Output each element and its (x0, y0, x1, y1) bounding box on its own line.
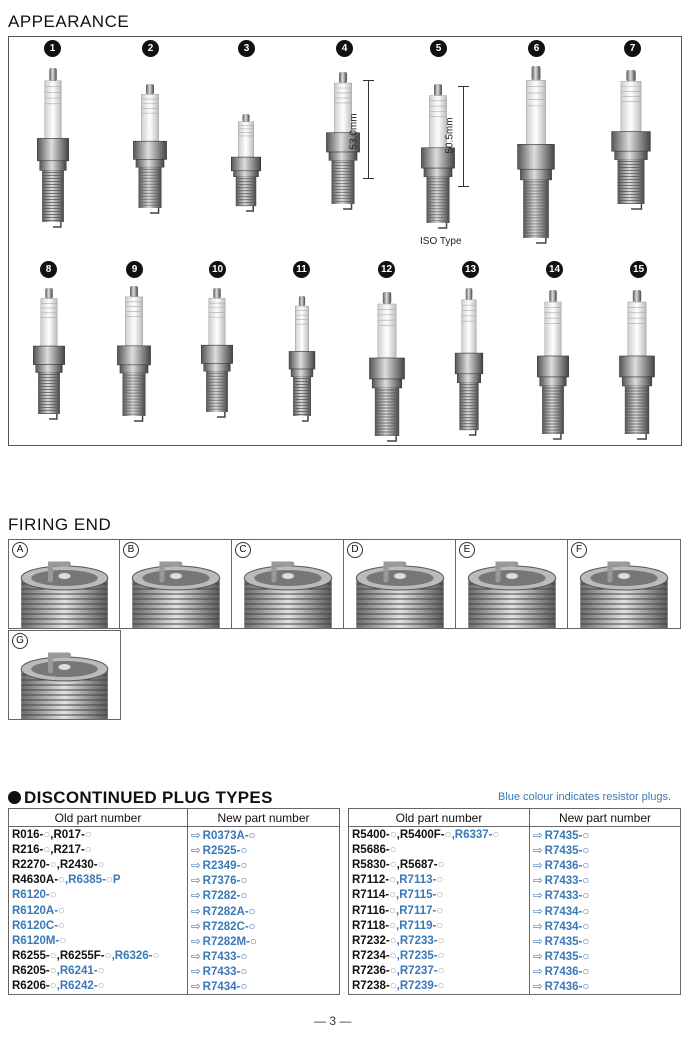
old-part-segment: ○ (97, 858, 105, 871)
arrow-icon: ⇨ (191, 859, 201, 872)
old-part-segment: ○ (437, 858, 445, 871)
old-part-segment: ,R5687- (396, 858, 438, 871)
old-part-segment: ○ (389, 828, 397, 841)
old-part-segment: ○ (444, 828, 452, 841)
new-part-number: R7376-○ (202, 875, 248, 888)
old-part-segment: ○ (437, 965, 445, 978)
new-part-number: R7436-○ (544, 966, 590, 979)
table-row (9, 857, 340, 872)
table-row (349, 903, 681, 918)
old-part-segment: R6205- (12, 965, 50, 978)
table-row (9, 979, 340, 995)
old-part-segment: R6120- (12, 889, 50, 902)
firing-end-cell-f (567, 539, 681, 629)
new-part-number: R7282A-○ (202, 905, 256, 918)
old-part-segment: R6120C- (12, 919, 59, 932)
old-part-cell (9, 888, 188, 903)
arrow-icon: ⇨ (533, 844, 543, 857)
old-part-segment: R7238- (352, 980, 390, 993)
firing-end-cell-b (119, 539, 233, 629)
arrow-icon: ⇨ (533, 829, 543, 842)
spark-plug-image-2 (132, 84, 168, 214)
new-part-number: R7282-○ (202, 890, 248, 903)
old-part-segment: ○ (97, 980, 105, 993)
old-part-segment: ○ (104, 950, 112, 963)
old-part-cell (349, 888, 530, 903)
plug-number-10: 10 (209, 261, 226, 278)
old-part-segment: ○ (389, 843, 397, 856)
old-part-segment: ○ (436, 904, 444, 917)
old-part-segment: ○ (84, 828, 92, 841)
old-part-segment: ○ (49, 858, 57, 871)
col-new-part-number: New part number (530, 809, 681, 827)
old-part-cell (9, 949, 188, 964)
new-part-number: R7434-○ (544, 905, 590, 918)
old-part-segment: R7232- (352, 934, 390, 947)
table-row (9, 933, 340, 948)
new-part-number: R7433-○ (544, 875, 590, 888)
old-part-segment: ,R7235- (396, 950, 438, 963)
old-part-segment: R2270- (12, 858, 50, 871)
old-part-segment: ○ (152, 950, 160, 963)
old-part-cell (9, 827, 188, 843)
old-part-segment: R7114- (352, 889, 390, 902)
firing-end-cell-d (343, 539, 457, 629)
old-part-segment: ,R017- (50, 828, 85, 841)
table-row (349, 979, 681, 995)
new-part-number: R7282C-○ (202, 920, 256, 933)
spark-plug-image-9 (116, 286, 152, 422)
table-row (9, 918, 340, 933)
old-part-segment: ○ (492, 828, 500, 841)
spark-plug-image-6 (516, 66, 556, 244)
old-part-segment: ,R5400F- (396, 828, 445, 841)
old-part-segment: R5686- (352, 843, 390, 856)
arrow-icon: ⇨ (191, 935, 201, 948)
plug-number-8: 8 (40, 261, 57, 278)
old-part-cell (9, 842, 188, 857)
old-part-segment: ○ (105, 874, 113, 887)
dimension-label-4: 53.0mm (348, 113, 360, 150)
new-part-cell (530, 933, 681, 948)
old-part-cell (9, 964, 188, 979)
new-part-cell (188, 857, 340, 872)
arrow-icon: ⇨ (533, 951, 543, 964)
arrow-icon: ⇨ (191, 905, 201, 918)
arrow-icon: ⇨ (191, 844, 201, 857)
plug-number-14: 14 (546, 261, 563, 278)
table-row (9, 888, 340, 903)
old-part-segment: ○ (389, 950, 397, 963)
table-row (349, 964, 681, 979)
old-part-cell (349, 857, 530, 872)
old-part-segment: R7118- (352, 919, 390, 932)
arrow-icon: ⇨ (191, 829, 201, 842)
old-part-segment: ,R2430- (56, 858, 98, 871)
old-part-segment: ○ (49, 980, 57, 993)
new-part-number: R7434-○ (202, 981, 248, 994)
spark-plug-image-12 (368, 292, 406, 442)
arrow-icon: ⇨ (533, 920, 543, 933)
firing-end-heading: FIRING END (8, 515, 112, 534)
new-part-number: R2525-○ (202, 844, 248, 857)
old-part-segment: ,R7117- (396, 904, 437, 917)
old-part-cell (349, 979, 530, 995)
new-part-number: R7435-○ (544, 844, 590, 857)
new-part-number: R7282M-○ (202, 935, 257, 948)
appearance-heading: APPEARANCE (8, 12, 130, 31)
old-part-segment: ,R6241- (56, 965, 98, 978)
old-part-segment: ○ (389, 965, 397, 978)
old-part-segment: ○ (436, 874, 444, 887)
table-row (9, 949, 340, 964)
spark-plug-image-7 (610, 70, 652, 210)
firing-end-cell-c (231, 539, 345, 629)
table-row (9, 827, 340, 843)
old-part-segment: ○ (58, 904, 65, 917)
plug-number-15: 15 (630, 261, 647, 278)
plug-number-13: 13 (462, 261, 479, 278)
table-row (349, 888, 681, 903)
arrow-icon: ⇨ (191, 981, 201, 994)
old-part-segment: ○ (59, 934, 67, 947)
old-part-segment: R7116- (352, 904, 390, 917)
old-part-cell (349, 949, 530, 964)
old-part-cell (349, 827, 530, 843)
new-part-cell (530, 842, 681, 857)
old-part-segment: ○ (389, 904, 397, 917)
new-part-cell (188, 873, 340, 888)
old-part-cell (9, 857, 188, 872)
arrow-icon: ⇨ (533, 935, 543, 948)
old-part-segment: ○ (389, 889, 397, 902)
arrow-icon: ⇨ (191, 890, 201, 903)
arrow-icon: ⇨ (533, 981, 543, 994)
new-part-cell (530, 979, 681, 995)
plug-number-4: 4 (336, 40, 353, 57)
old-part-segment: R4630A- (12, 874, 59, 887)
spark-plug-image-11 (288, 296, 316, 422)
plug-number-3: 3 (238, 40, 255, 57)
iso-type-label: ISO Type (420, 236, 462, 247)
new-part-number: R0373A-○ (202, 829, 256, 842)
table-row (9, 903, 340, 918)
firing-end-label-e: E (459, 542, 475, 558)
plug-number-7: 7 (624, 40, 641, 57)
new-part-number: R7436-○ (544, 981, 590, 994)
plug-number-6: 6 (528, 40, 545, 57)
arrow-icon: ⇨ (191, 951, 201, 964)
old-part-segment: ○ (58, 874, 65, 887)
new-part-cell (530, 903, 681, 918)
resistor-note: Blue colour indicates resistor plugs. (498, 791, 672, 803)
old-part-cell (349, 842, 530, 857)
old-part-segment: ,R6242- (56, 980, 98, 993)
plug-number-5: 5 (430, 40, 447, 57)
new-part-number: R7433-○ (202, 966, 248, 979)
firing-end-label-g: G (12, 633, 28, 649)
old-part-segment: ,R7119- (396, 919, 437, 932)
dimension-tick-4-top (363, 80, 374, 81)
old-part-segment: R6206- (12, 980, 50, 993)
old-part-segment: ○ (436, 919, 444, 932)
spark-plug-image-13 (454, 288, 484, 436)
old-part-cell (9, 903, 188, 918)
firing-end-cell-a (8, 539, 121, 629)
old-part-segment: ○ (43, 843, 51, 856)
spark-plug-image-3 (230, 114, 262, 212)
col-old-part-number: Old part number (349, 809, 530, 827)
dimension-tick-4-bottom (363, 178, 374, 179)
old-part-cell (9, 979, 188, 995)
new-part-cell (188, 933, 340, 948)
bullet-icon (8, 791, 21, 804)
dimension-line-5 (463, 86, 464, 186)
new-part-number: R7436-○ (544, 859, 590, 872)
spark-plug-image-10 (200, 288, 234, 418)
old-part-cell (9, 933, 188, 948)
new-part-cell (188, 888, 340, 903)
old-part-segment: R5830- (352, 858, 390, 871)
old-part-segment: ,R7237- (396, 965, 438, 978)
plug-number-1: 1 (44, 40, 61, 57)
arrow-icon: ⇨ (533, 890, 543, 903)
firing-end-cell-g (8, 630, 121, 720)
firing-end-label-a: A (12, 542, 28, 558)
old-part-segment: ○ (43, 828, 51, 841)
new-part-cell (530, 888, 681, 903)
old-part-cell (349, 918, 530, 933)
firing-end-label-d: D (347, 542, 363, 558)
new-part-cell (188, 903, 340, 918)
arrow-icon: ⇨ (533, 905, 543, 918)
old-part-segment: ○ (437, 934, 445, 947)
table-row (9, 873, 340, 888)
new-part-cell (530, 964, 681, 979)
new-part-number: R7435-○ (544, 935, 590, 948)
old-part-segment: ○ (437, 950, 445, 963)
old-part-segment: ○ (97, 965, 105, 978)
spark-plug-image-8 (32, 288, 66, 420)
old-part-segment: ○ (437, 980, 445, 993)
old-part-cell (349, 903, 530, 918)
spark-plug-image-1 (36, 68, 70, 228)
new-part-cell (530, 827, 681, 843)
col-old-part-number: Old part number (9, 809, 188, 827)
table-row (9, 842, 340, 857)
old-part-segment: R7234- (352, 950, 390, 963)
new-part-cell (188, 979, 340, 995)
arrow-icon: ⇨ (191, 920, 201, 933)
old-part-segment: ○ (436, 889, 444, 902)
discontinued-table-left (8, 808, 340, 995)
old-part-segment: R216- (12, 843, 44, 856)
new-part-cell (188, 964, 340, 979)
dimension-line-4 (368, 80, 369, 178)
new-part-cell (530, 949, 681, 964)
old-part-segment: ,R6337- (451, 828, 493, 841)
table-row (349, 842, 681, 857)
old-part-segment: ,R217- (50, 843, 85, 856)
col-new-part-number: New part number (188, 809, 340, 827)
firing-end-label-f: F (571, 542, 587, 558)
old-part-segment: ○ (49, 965, 57, 978)
old-part-cell (349, 933, 530, 948)
old-part-segment: R7236- (352, 965, 390, 978)
old-part-cell (9, 873, 188, 888)
dimension-tick-5-bottom (458, 186, 469, 187)
old-part-segment: ○ (49, 889, 57, 902)
table-row (9, 964, 340, 979)
new-part-number: R2349-○ (202, 859, 248, 872)
arrow-icon: ⇨ (533, 966, 543, 979)
old-part-segment: R6120M- (12, 934, 60, 947)
old-part-segment: ○ (49, 950, 57, 963)
arrow-icon: ⇨ (533, 875, 543, 888)
arrow-icon: ⇨ (191, 875, 201, 888)
old-part-cell (9, 918, 188, 933)
arrow-icon: ⇨ (191, 966, 201, 979)
plug-number-9: 9 (126, 261, 143, 278)
old-part-segment: R016- (12, 828, 44, 841)
new-part-cell (188, 949, 340, 964)
old-part-segment: R5400- (352, 828, 390, 841)
old-part-segment: ○ (389, 980, 397, 993)
new-part-number: R7435-○ (544, 829, 590, 842)
old-part-cell (349, 873, 530, 888)
old-part-segment: ,R6385- (64, 874, 106, 887)
table-row (349, 873, 681, 888)
old-part-segment: P (112, 874, 121, 887)
firing-end-label-c: C (235, 542, 251, 558)
old-part-segment: ,R6326- (111, 950, 153, 963)
table-row (349, 949, 681, 964)
new-part-number: R7434-○ (544, 920, 590, 933)
table-row (349, 827, 681, 843)
old-part-segment: ○ (389, 874, 397, 887)
old-part-segment: ○ (389, 919, 397, 932)
new-part-cell (188, 842, 340, 857)
dimension-label-5: 50.5mm (444, 117, 456, 154)
old-part-segment: R6255- (12, 950, 50, 963)
old-part-segment: R7112- (352, 874, 390, 887)
table-row (349, 857, 681, 872)
new-part-cell (188, 918, 340, 933)
arrow-icon: ⇨ (533, 859, 543, 872)
new-part-cell (530, 873, 681, 888)
discontinued-title: DISCONTINUED PLUG TYPES (24, 788, 273, 807)
table-row (349, 918, 681, 933)
dimension-tick-5-top (458, 86, 469, 87)
old-part-segment: ○ (389, 858, 397, 871)
plug-number-12: 12 (378, 261, 395, 278)
old-part-segment: ○ (389, 934, 397, 947)
new-part-cell (530, 918, 681, 933)
new-part-number: R7435-○ (544, 951, 590, 964)
old-part-segment: ○ (84, 843, 92, 856)
new-part-cell (188, 827, 340, 843)
firing-end-label-b: B (123, 542, 139, 558)
old-part-segment: ,R7113- (396, 874, 437, 887)
table-row (349, 933, 681, 948)
spark-plug-image-14 (536, 290, 570, 440)
plug-number-2: 2 (142, 40, 159, 57)
old-part-segment: ,R6255F- (56, 950, 105, 963)
old-part-segment: ,R7115- (396, 889, 437, 902)
new-part-cell (530, 857, 681, 872)
discontinued-table-right (348, 808, 681, 995)
new-part-number: R7433-○ (544, 890, 590, 903)
old-part-segment: R6120A- (12, 904, 59, 917)
firing-end-cell-e (455, 539, 569, 629)
old-part-segment: ,R7239- (396, 980, 438, 993)
page-number: — 3 — (314, 1014, 352, 1028)
old-part-cell (349, 964, 530, 979)
discontinued-heading (8, 788, 273, 808)
spark-plug-image-15 (618, 290, 656, 440)
old-part-segment: ○ (58, 919, 65, 932)
new-part-number: R7433-○ (202, 951, 248, 964)
old-part-segment: ,R7233- (396, 934, 438, 947)
spark-plug-image-5 (420, 84, 456, 229)
plug-number-11: 11 (293, 261, 310, 278)
